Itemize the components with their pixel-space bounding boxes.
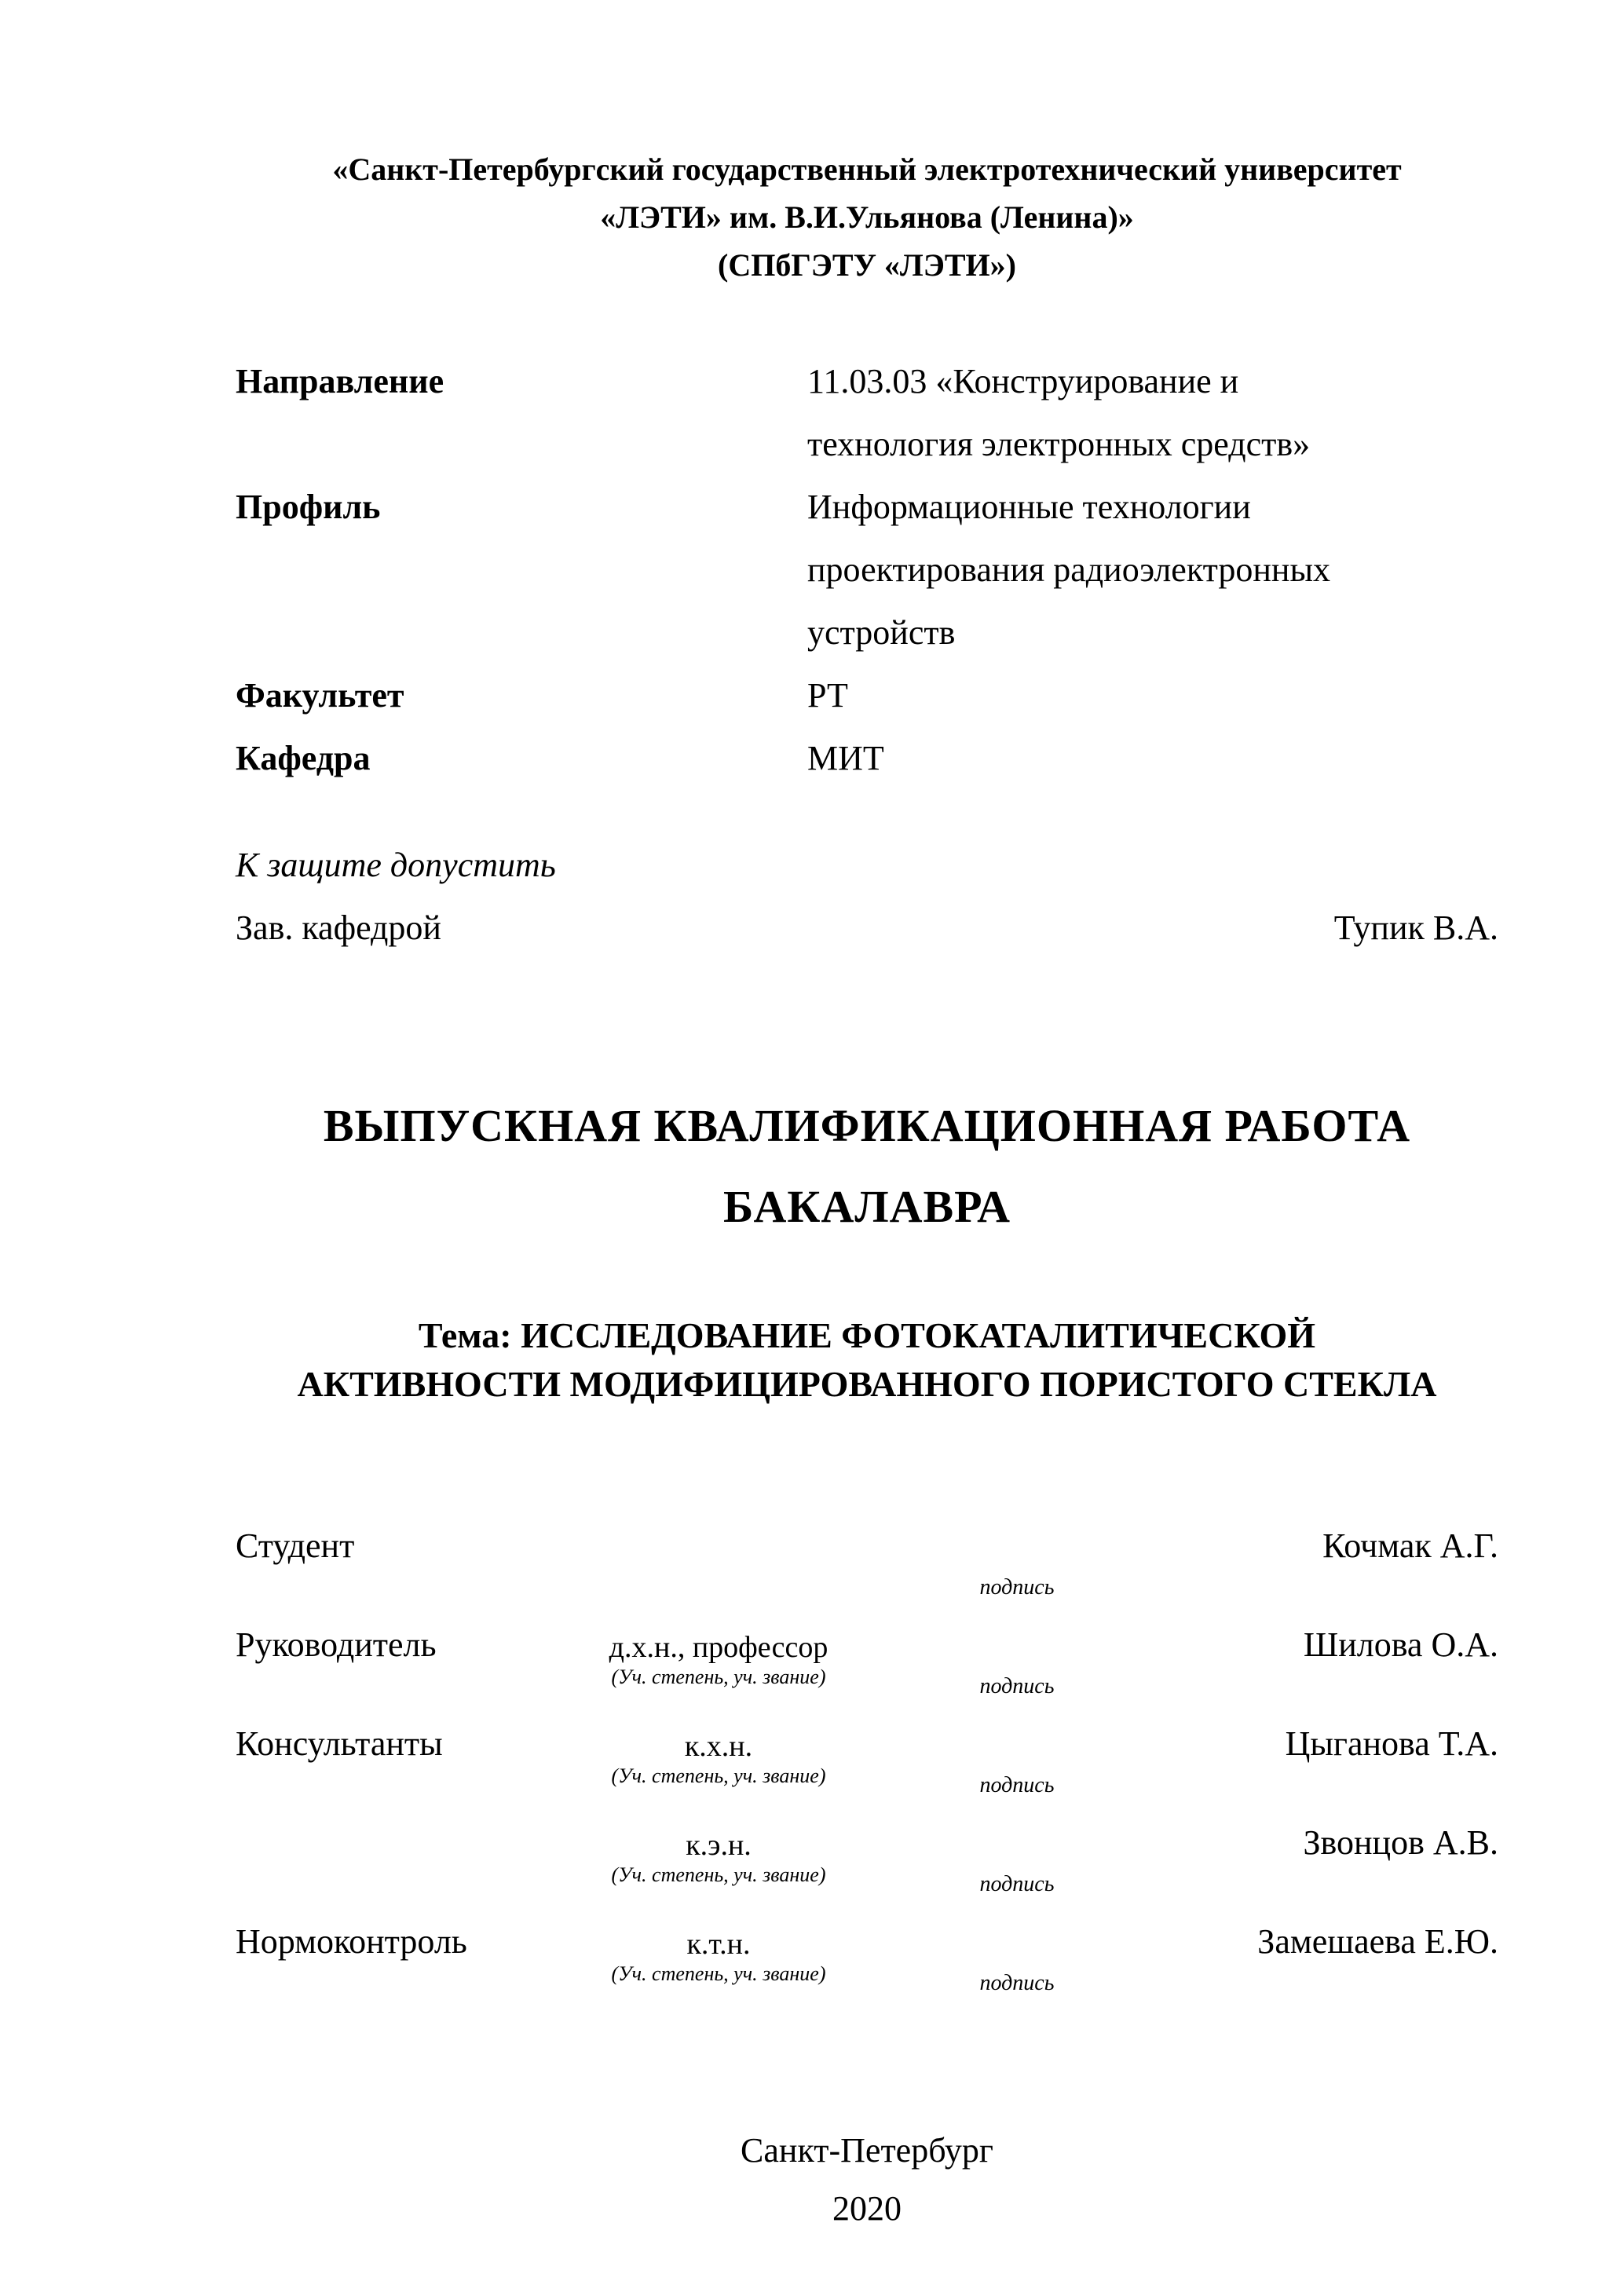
signature-name: Цыганова Т.А.	[1285, 1724, 1498, 1763]
degree-caption: (Уч. степень, уч. звание)	[611, 1962, 826, 1985]
field-label-faculty: Факультет	[236, 676, 404, 715]
signature-role: Студент	[236, 1526, 355, 1565]
signature-degree: к.э.н.	[686, 1829, 752, 1862]
university-header-line2: «ЛЭТИ» им. В.И.Ульянова (Ленина)»	[600, 199, 1134, 235]
university-header	[236, 145, 1498, 289]
field-row-faculty	[236, 664, 1498, 727]
signature-row-consultant-1	[236, 1724, 1498, 1823]
thesis-topic-line1: Тема: ИССЛЕДОВАНИЕ ФОТОКАТАЛИТИЧЕСКОЙ	[418, 1315, 1316, 1355]
signature-caption: подпись	[979, 1674, 1055, 1698]
signature-name: Кочмак А.Г.	[1322, 1526, 1498, 1565]
footer-year: 2020	[832, 2189, 902, 2228]
field-label-profile: Профиль	[236, 488, 381, 526]
signature-role: Консультанты	[236, 1724, 443, 1763]
signature-role: Нормоконтроль	[236, 1922, 467, 1961]
field-value-department: МИТ	[807, 739, 884, 777]
approval-block	[236, 834, 1498, 960]
signature-degree-block	[550, 1526, 887, 1531]
signature-degree-block	[550, 1823, 887, 1888]
signature-degree-block	[550, 1922, 887, 1987]
field-row-department	[236, 727, 1498, 790]
field-value-faculty: РТ	[807, 676, 848, 715]
signature-degree: к.х.н.	[684, 1730, 753, 1763]
signature-row-supervisor	[236, 1625, 1498, 1724]
program-fields	[236, 350, 1498, 790]
department-head-label: Зав. кафедрой	[236, 909, 441, 947]
degree-caption: (Уч. степень, уч. звание)	[611, 1863, 826, 1886]
signature-caption: подпись	[979, 1872, 1055, 1896]
signature-name: Замешаева Е.Ю.	[1257, 1922, 1498, 1961]
field-label-department: Кафедра	[236, 739, 371, 777]
thesis-topic-line2: АКТИВНОСТИ МОДИФИЦИРОВАННОГО ПОРИСТОГО СТЕКЛА	[297, 1364, 1437, 1404]
university-header-line3: (СПбГЭТУ «ЛЭТИ»)	[718, 247, 1016, 283]
field-value-direction: 11.03.03 «Конструирование и технология электронных средств»	[807, 362, 1311, 463]
signature-role: Руководитель	[236, 1625, 437, 1664]
signature-row-student	[236, 1526, 1498, 1625]
approval-head-line	[236, 897, 1498, 960]
signature-caption: подпись	[979, 1575, 1055, 1600]
department-head-name: Тупик В.А.	[1333, 909, 1498, 947]
signature-caption: подпись	[979, 1971, 1055, 1995]
degree-caption: (Уч. степень, уч. звание)	[611, 1764, 826, 1787]
field-value-profile: Информационные технологии проектирования радиоэлектронных устройств	[807, 488, 1331, 652]
field-row-profile	[236, 476, 1498, 664]
signature-row-norm-control	[236, 1922, 1498, 2021]
signature-row-consultant-2	[236, 1823, 1498, 1922]
approval-permission-text: К защите допустить	[236, 846, 556, 884]
signature-name: Звонцов А.В.	[1303, 1823, 1498, 1862]
thesis-title-line2: БАКАЛАВРА	[722, 1181, 1011, 1232]
signature-caption: подпись	[979, 1773, 1055, 1797]
footer-city: Санкт-Петербург	[741, 2131, 993, 2170]
thesis-title-line1: ВЫПУСКНАЯ КВАЛИФИКАЦИОННАЯ РАБОТА	[323, 1100, 1411, 1151]
signature-degree-block	[550, 1724, 887, 1789]
signature-name: Шилова О.А.	[1303, 1625, 1498, 1664]
university-header-line1: «Санкт-Петербургский государственный электротехнический университет	[332, 152, 1402, 187]
field-row-direction	[236, 350, 1498, 476]
thesis-topic	[236, 1311, 1498, 1409]
degree-caption: (Уч. степень, уч. звание)	[611, 1665, 826, 1688]
thesis-title	[236, 1085, 1498, 1247]
signature-degree: д.х.н., профессор	[609, 1631, 828, 1664]
signature-degree: к.т.н.	[686, 1928, 751, 1961]
signature-table	[236, 1526, 1498, 2021]
field-label-direction: Направление	[236, 362, 444, 400]
page-footer	[236, 2122, 1498, 2238]
signature-degree-block	[550, 1625, 887, 1690]
